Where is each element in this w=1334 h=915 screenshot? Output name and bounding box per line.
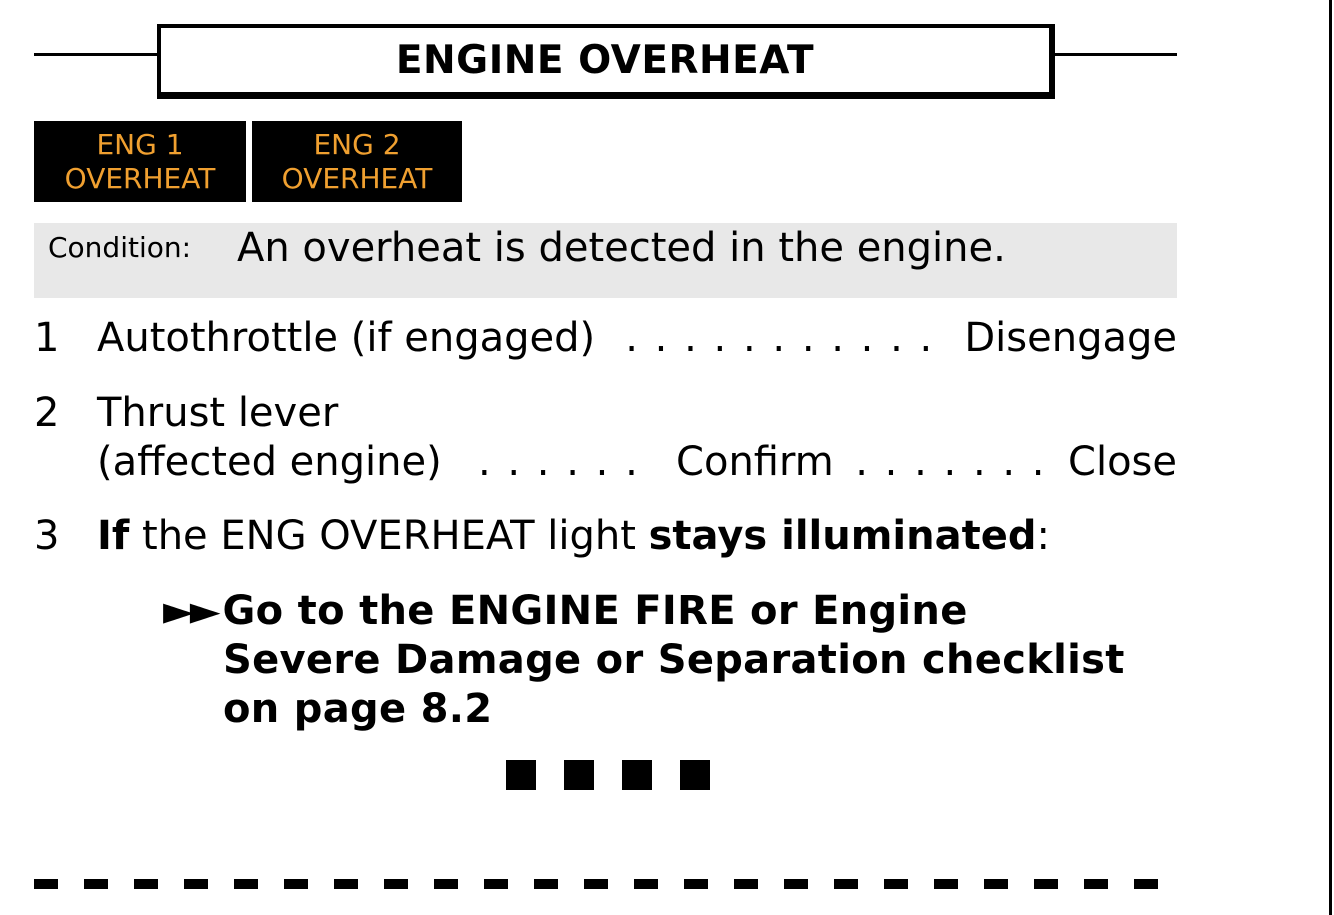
step-1-action: Disengage (964, 315, 1177, 361)
condition-text: An overheat is detected in the engine. (237, 225, 1006, 271)
step-2-leader-dots-2: . . . . . . . (855, 439, 1047, 485)
step-1-leader-dots: . . . . . . . . . . . (625, 315, 935, 361)
dashed-separator (34, 879, 1177, 889)
step-2-middle: Confirm (676, 439, 834, 485)
end-square-icon (564, 760, 594, 790)
step-1-item: Autothrottle (if engaged) (97, 315, 596, 361)
title-rule-left (34, 53, 159, 56)
step-2-number: 2 (34, 390, 60, 436)
goto-line1: Go to the ENGINE FIRE or Engine (222, 588, 968, 634)
annunciator-line1: ENG 1 (96, 127, 184, 161)
step-2-item-line2: (affected engine) (97, 439, 442, 485)
step-3-number: 3 (34, 513, 60, 559)
end-square-icon (622, 760, 652, 790)
step-2-action: Close (1068, 439, 1177, 485)
condition-label: Condition: (48, 231, 192, 264)
double-arrow-icon: ►► (163, 588, 217, 634)
step-1 (97, 315, 1177, 361)
annunciator-line2: OVERHEAT (281, 161, 433, 195)
step-2-leader-dots-1: . . . . . . (477, 439, 640, 485)
annunciator-line1: ENG 2 (313, 127, 401, 161)
goto-line2: Severe Damage or Separation checklist (223, 637, 1125, 683)
step-3-text: the ENG OVERHEAT light (129, 513, 649, 559)
end-square-icon (680, 760, 710, 790)
eng1-overheat-annunciator (34, 121, 246, 202)
step-3-suffix: : (1036, 513, 1050, 559)
condition-box (34, 223, 1177, 298)
goto-instruction (163, 587, 1173, 734)
page-edge-line (1329, 0, 1332, 915)
step-2-item-line1: Thrust lever (97, 390, 339, 436)
eng2-overheat-annunciator (252, 121, 462, 202)
step-2-line2 (97, 439, 1177, 485)
step-3 (97, 513, 1177, 559)
annunciator-line2: OVERHEAT (64, 161, 216, 195)
step-3-if: If (97, 513, 130, 559)
goto-line3: on page 8.2 (223, 686, 493, 732)
step-3-bold-text: stays illuminated (648, 513, 1037, 559)
title-rule-right (1053, 53, 1177, 56)
end-square-icon (506, 760, 536, 790)
step-1-number: 1 (34, 315, 60, 361)
checklist-end-symbol (506, 760, 710, 790)
checklist-title: ENGINE OVERHEAT (157, 24, 1055, 99)
